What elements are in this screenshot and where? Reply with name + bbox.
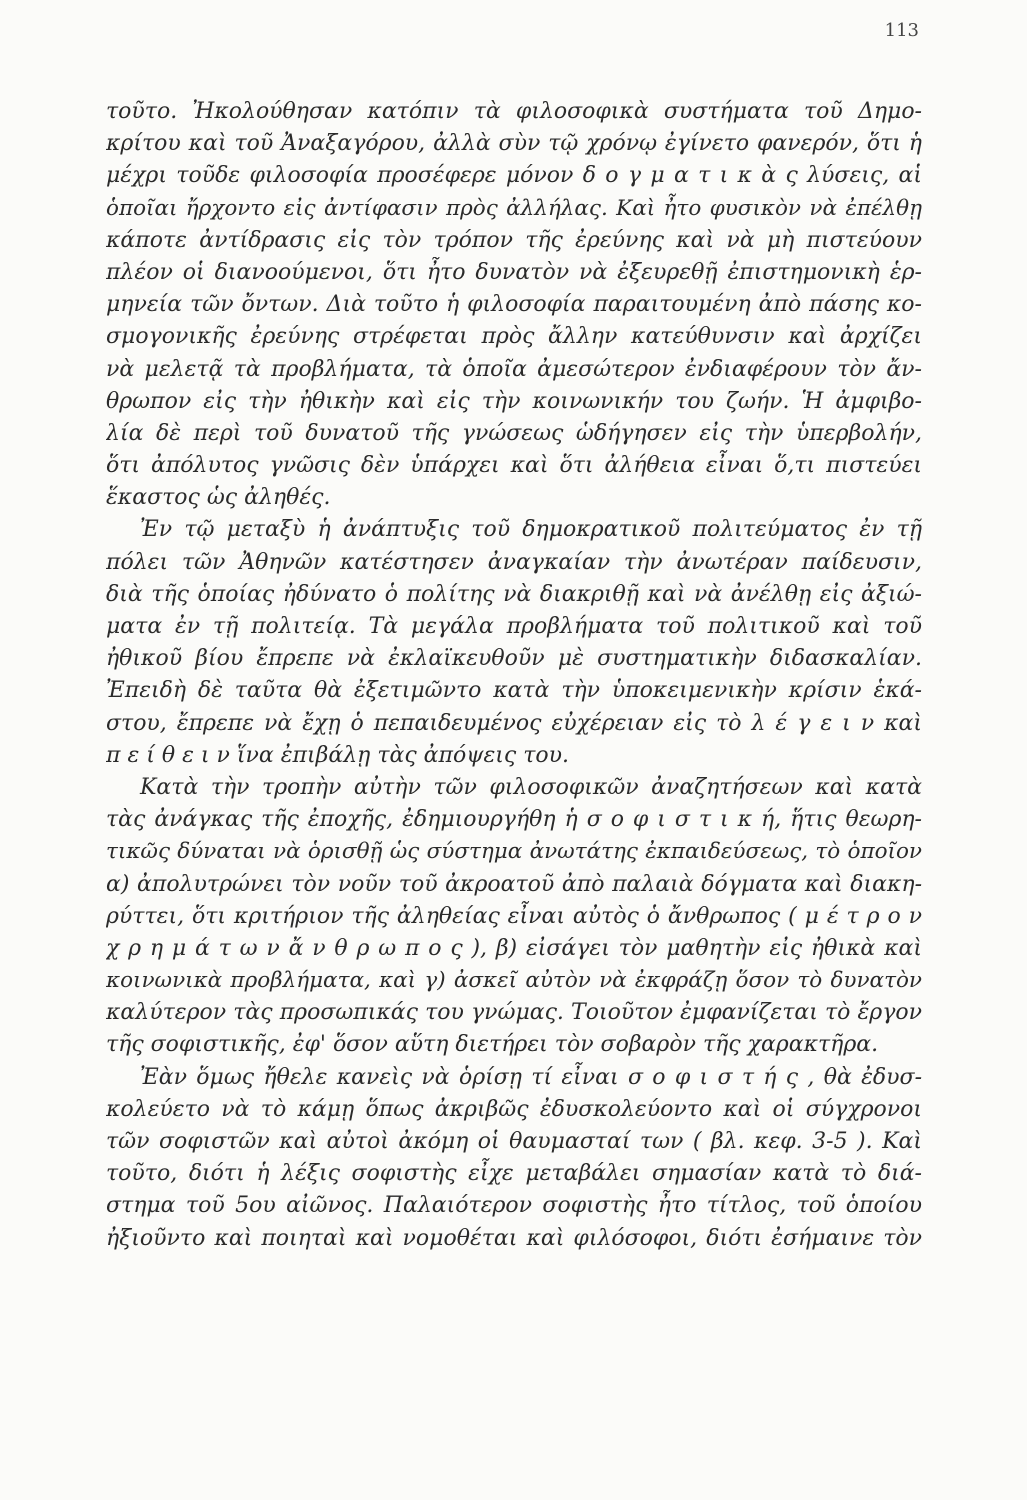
text-line: μηνεία τῶν ὄντων. Διὰ τοῦτο ἡ φιλοσοφία παραιτουμένη ἀπὸ πάσης κο- [106, 292, 922, 318]
page-body-text [106, 96, 922, 1255]
text-line: θρωπον εἰς τὴν ἠθικὴν καὶ εἰς τὴν κοινωνικήν του ζωήν. Ἡ ἀμφιβο- [106, 388, 922, 414]
text-line: κολεύετο νὰ τὸ κάμῃ ὅπως ἀκριβῶς ἐδυσκολεύοντο καὶ οἱ σύγχρονοι [106, 1096, 922, 1122]
text-line: κοινωνικὰ προβλήματα, καὶ γ) ἀσκεῖ αὐτὸν νὰ ἐκφράζῃ ὅσον τὸ δυνατὸν [106, 968, 922, 994]
text-line: στημα τοῦ 5ου αἰῶνος. Παλαιότερον σοφιστὴς ἦτο τίτλος, τοῦ ὁποίου [106, 1193, 922, 1219]
text-line: σμογονικῆς ἐρεύνης στρέφεται πρὸς ἄλλην κατεύθυνσιν καὶ ἀρχίζει [106, 324, 922, 350]
text-line: ἠξιοῦντο καὶ ποιηταὶ καὶ νομοθέται καὶ φιλόσοφοι, διότι ἐσήμαινε τὸν [106, 1225, 922, 1251]
text-line: χ ρ η μ ά τ ω ν ἄ ν θ ρ ω π ο ς ), β) εἰσάγει τὸν μαθητὴν εἰς ἠθικὰ καὶ [106, 935, 922, 961]
text-line: μέχρι τοῦδε φιλοσοφία προσέφερε μόνον δ ο γ μ α τ ι κ ὰ ς λύσεις, αἱ [106, 163, 922, 189]
text-line: νὰ μελετᾷ τὰ προβλήματα, τὰ ὁποῖα ἀμεσώτερον ἐνδιαφέρουν τὸν ἄν- [106, 356, 922, 382]
text-line: πόλει τῶν Ἀθηνῶν κατέστησεν ἀναγκαίαν τὴν ἀνωτέραν παίδευσιν, [106, 549, 922, 575]
text-line: διὰ τῆς ὁποίας ἠδύνατο ὁ πολίτης νὰ διακριθῇ καὶ νὰ ἀνέλθῃ εἰς ἀξιώ- [106, 581, 922, 607]
page-number: 113 [884, 20, 919, 41]
text-line: π ε ί θ ε ι ν ἵνα ἐπιβάλῃ τὰς ἀπόψεις του. [106, 742, 570, 768]
text-line: τὰς ἀνάγκας τῆς ἐποχῆς, ἐδημιουργήθη ἡ σ ο φ ι σ τ ι κ ή, ἥτις θεωρη- [106, 807, 922, 833]
text-line: ἠθικοῦ βίου ἔπρεπε νὰ ἐκλαϊκευθοῦν μὲ συστηματικὴν διδασκαλίαν. [106, 646, 922, 672]
text-line: ρύττει, ὅτι κριτήριον τῆς ἀληθείας εἶναι αὐτὸς ὁ ἄνθρωπος ( μ έ τ ρ ο ν [106, 903, 922, 929]
text-line: τοῦτο. Ἠκολούθησαν κατόπιν τὰ φιλοσοφικὰ συστήματα τοῦ Δημο- [106, 99, 922, 124]
text-line: τῶν σοφιστῶν καὶ αὐτοὶ ἀκόμη οἱ θαυμασταί των ( βλ. κεφ. 3-5 ). Καὶ [106, 1129, 922, 1154]
text-line: στου, ἔπρεπε νὰ ἔχῃ ὁ πεπαιδευμένος εὐχέρειαν εἰς τὸ λ έ γ ε ι ν καὶ [106, 710, 922, 736]
text-line: πλέον οἱ διανοούμενοι, ὅτι ἦτο δυνατὸν νὰ ἐξευρεθῇ ἐπιστημονικὴ ἑρ- [106, 259, 922, 285]
text-line: λία δὲ περὶ τοῦ δυνατοῦ τῆς γνώσεως ὡδήγησεν εἰς τὴν ὑπερβολήν, [106, 420, 922, 446]
text-line: τοῦτο, διότι ἡ λέξις σοφιστὴς εἶχε μεταβάλει σημασίαν κατὰ τὸ διά- [106, 1161, 922, 1187]
text-line: ματα ἐν τῇ πολιτείᾳ. Τὰ μεγάλα προβλήματα τοῦ πολιτικοῦ καὶ τοῦ [106, 614, 922, 639]
text-line: α) ἀπολυτρώνει τὸν νοῦν τοῦ ἀκροατοῦ ἀπὸ παλαιὰ δόγματα καὶ διακη- [106, 871, 922, 897]
text-line: τικῶς δύναται νὰ ὁρισθῇ ὡς σύστημα ἀνωτάτης ἐκπαιδεύσεως, τὸ ὁποῖον [106, 839, 922, 865]
text-line: ἕκαστος ὡς ἀληθές. [106, 485, 331, 511]
text-line: καλύτερον τὰς προσωπικάς του γνώμας. Τοιοῦτον ἐμφανίζεται τὸ ἔργον [106, 1000, 922, 1026]
text-line: Κατὰ τὴν τροπὴν αὐτὴν τῶν φιλοσοφικῶν ἀναζητήσεων καὶ κατὰ [140, 774, 922, 800]
text-line: τῆς σοφιστικῆς, ἐφ' ὅσον αὕτη διετήρει τὸν σοβαρὸν τῆς χαρακτῆρα. [106, 1032, 879, 1058]
text-line: Ἐπειδὴ δὲ ταῦτα θὰ ἐξετιμῶντο κατὰ τὴν ὑποκειμενικὴν κρίσιν ἑκά- [106, 678, 922, 704]
text-line: κάποτε ἀντίδρασις εἰς τὸν τρόπον τῆς ἐρεύνης καὶ νὰ μὴ πιστεύουν [106, 227, 922, 253]
text-line: κρίτου καὶ τοῦ Ἀναξαγόρου, ἀλλὰ σὺν τῷ χρόνῳ ἐγίνετο φανερόν, ὅτι ἡ [106, 131, 922, 157]
text-line: ὅτι ἀπόλυτος γνῶσις δὲν ὑπάρχει καὶ ὅτι ἀλήθεια εἶναι ὅ,τι πιστεύει [106, 453, 922, 479]
text-line: ὁποῖαι ἤρχοντο εἰς ἀντίφασιν πρὸς ἀλλήλας. Καὶ ἦτο φυσικὸν νὰ ἐπέλθῃ [106, 195, 922, 221]
text-line: Ἐν τῷ μεταξὺ ἡ ἀνάπτυξις τοῦ δημοκρατικοῦ πολιτεύματος ἐν τῇ [140, 517, 922, 543]
text-line: Ἐὰν ὅμως ἤθελε κανεὶς νὰ ὁρίσῃ τί εἶναι σ ο φ ι σ τ ή ς , θὰ ἐδυσ- [140, 1064, 922, 1090]
